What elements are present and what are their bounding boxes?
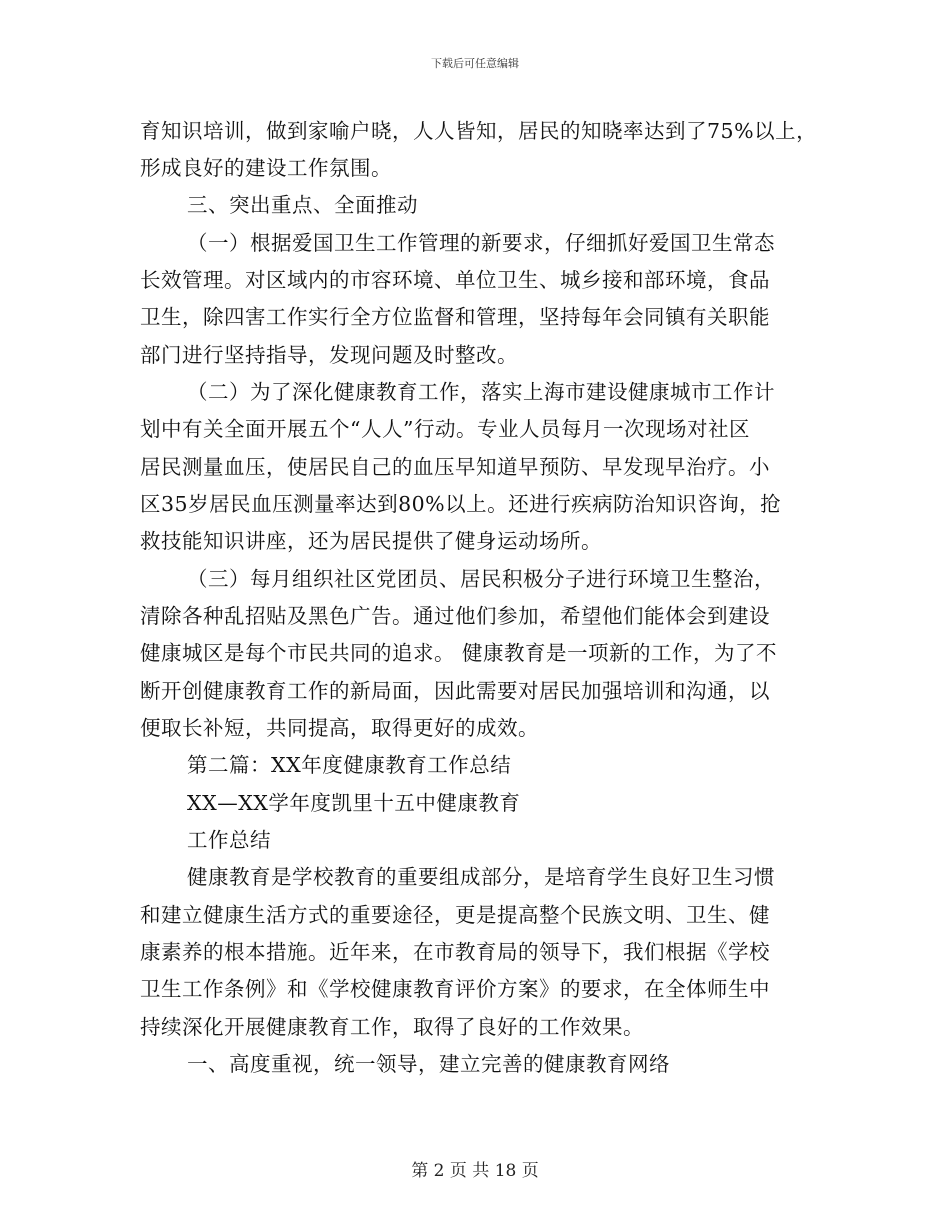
text-line: （三）每月组织社区党团员、居民积极分子进行环境卫生整治， [187,567,775,591]
text-line: （一）根据爱国卫生工作管理的新要求，仔细抓好爱国卫生常态 [187,231,775,255]
text-line: 持续深化开展健康教育工作，取得了良好的工作效果。 [140,1015,644,1039]
text-line: 区35岁居民血压测量率达到80%以上。还进行疾病防治知识咨询，抢 [140,492,782,516]
text-line: 居民测量血压，使居民自己的血压早知道早预防、早发现早治疗。小 [140,455,770,479]
text-line: 育知识培训，做到家喻户晓，人人皆知，居民的知晓率达到了75%以上， [140,119,818,143]
text-line: 便取长补短，共同提高，取得更好的成效。 [140,716,539,740]
document-subtitle: 工作总结 [187,828,271,852]
text-line: 卫生工作条例》和《学校健康教育评价方案》的要求，在全体师生中 [140,977,770,1001]
page-header: 下载后可任意编辑 [431,57,519,70]
document-title: XX—XX学年度凯里十五中健康教育 [187,791,521,815]
text-line: 健康教育是学校教育的重要组成部分，是培育学生良好卫生习惯 [187,865,775,889]
text-line: 救技能知识讲座，还为居民提供了健身运动场所。 [140,529,602,553]
text-line: 划中有关全面开展五个“人人”行动。专业人员每月一次现场对社区 [140,417,750,441]
page-footer: 第 2 页 共 18 页 [411,1161,539,1181]
section-heading: 一、高度重视，统一领导，建立完善的健康教育网络 [187,1052,670,1076]
text-line: 部门进行坚持指导，发现问题及时整改。 [140,343,518,367]
text-line: 清除各种乱招贴及黑色广告。通过他们参加，希望他们能体会到建设 [140,604,770,628]
section-heading: 三、突出重点、全面推动 [187,193,418,217]
text-line: （二）为了深化健康教育工作，落实上海市建设健康城市工作计 [187,380,775,404]
text-line: 健康城区是每个市民共同的追求。 健康教育是一项新的工作，为了不 [140,641,778,665]
text-line: 长效管理。对区域内的市容环境、单位卫生、城乡接和部环境，食品 [140,268,770,292]
text-line: 和建立健康生活方式的重要途径，更是提高整个民族文明、卫生、健 [140,903,770,927]
text-line: 形成良好的建设工作氛围。 [140,156,392,180]
chapter-title: 第二篇：XX年度健康教育工作总结 [187,753,512,777]
text-line: 卫生，除四害工作实行全方位监督和管理，坚持每年会同镇有关职能 [140,305,770,329]
text-line: 康素养的根本措施。近年来，在市教育局的领导下，我们根据《学校 [140,940,770,964]
text-line: 断开创健康教育工作的新局面，因此需要对居民加强培训和沟通，以 [140,679,770,703]
